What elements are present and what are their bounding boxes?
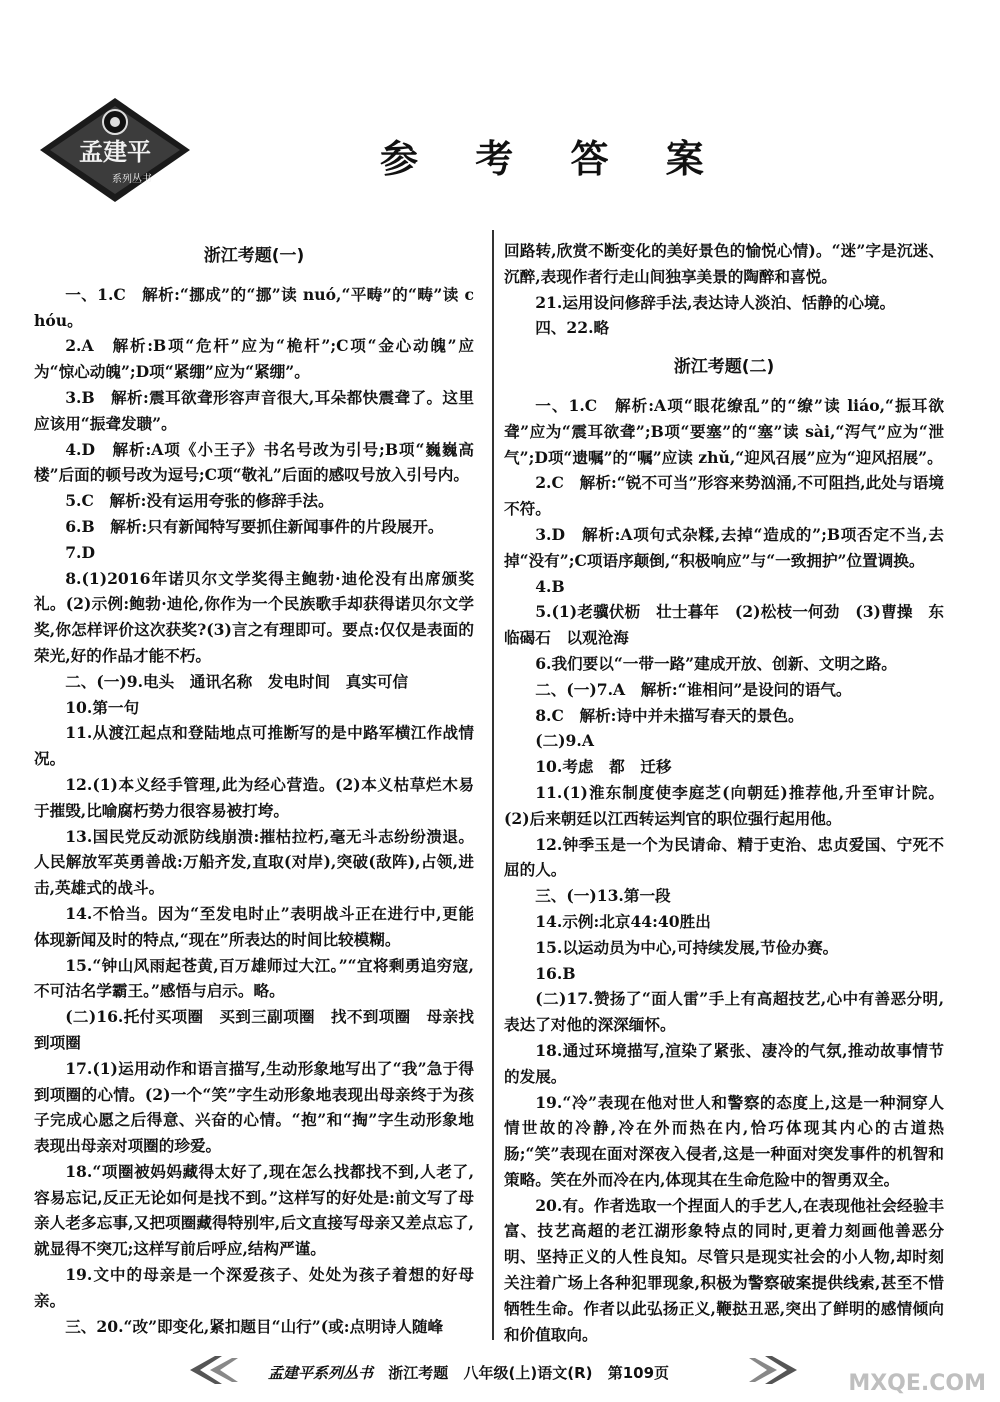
watermark: MXQE.COM	[848, 1371, 986, 1396]
logo-emblem-icon	[40, 94, 190, 206]
footer-series: 孟建平系列丛书	[268, 1364, 374, 1382]
publisher-logo	[40, 94, 190, 206]
answer-paragraph: 19.文中的母亲是一个深爱孩子、处处为孩子着想的好母亲。	[34, 1265, 474, 1310]
answer-paragraph: 15.以运动员为中心,可持续发展,节俭办赛。	[535, 937, 839, 957]
answer-paragraph: 一、1.C 解析:A项“眼花缭乱”的“缭”读 liáo,“振耳欲聋”应为“震耳欲聋”;B项“要塞”的“塞”读 sài,“泻气”应为“泄气”;D项“遗嘱”的“嘱”应读 zhǔ,“迎风召展”应为“迎风招展”。	[504, 395, 944, 467]
answer-paragraph: 16.B	[535, 963, 576, 983]
logo-brand-text: 孟建平	[79, 137, 151, 166]
answer-paragraph: 二、(一)9.电头 通讯名称 发电时间 真实可信	[65, 671, 409, 691]
section-title-zhejiang-1: 浙江考题(一)	[203, 246, 305, 266]
answer-paragraph: 回路转,欣赏不断变化的美好景色的愉悦心情)。“迷”字是沉迷、沉醉,表现作者行走山间独享美景的陶醉和喜悦。	[504, 241, 944, 286]
answer-paragraph: 12.(1)本义经手管理,此为经心营造。(2)本义枯草烂木易于摧毁,比喻腐朽势力很容易被打垮。	[34, 774, 474, 820]
answer-paragraph: 20.有。作者选取一个捏面人的手艺人,在表现他社会经验丰富、技艺高超的老江湖形象特点的同时,更着力刻画他善恶分明、坚持正义的人性良知。尽管只是现实社会的小人物,却时刻关注着广场上各种犯罪现象,积极为警察破案提供线索,甚至不惜牺牲生命。作者以此弘扬正义,鞭挞丑恶,突出了鲜明的感情倾向和价值取向。	[504, 1195, 944, 1344]
column-divider	[492, 230, 494, 1340]
answer-paragraph: 二、(一)7.A 解析:“谁相问”是设问的语气。	[535, 679, 852, 699]
answer-paragraph: 8.C 解析:诗中并未描写春天的景色。	[535, 705, 804, 725]
answer-paragraph: 一、1.C 解析:“挪成”的“挪”读 nuó,“平畴”的“畴”读 chóu。	[34, 284, 474, 330]
next-page-arrow-icon	[749, 1356, 797, 1384]
answer-paragraph: 12.钟季玉是一个为民请命、精于吏治、忠贞爱国、宁死不屈的人。	[504, 834, 944, 880]
answer-paragraph: (二)16.托付买项圈 买到三副项圈 找不到项圈 母亲找到项圈	[34, 1007, 474, 1052]
answer-paragraph: 10.考虑 都 迁移	[535, 757, 672, 777]
answer-paragraph: (二)9.A	[535, 731, 594, 751]
footer-text	[268, 1362, 679, 1383]
answer-paragraph: 10.第一句	[65, 697, 140, 717]
answer-paragraph: 7.D	[65, 542, 95, 562]
prev-page-arrow-icon	[190, 1356, 238, 1384]
answer-paragraph: 5.C 解析:没有运用夸张的修辞手法。	[65, 491, 334, 511]
answer-paragraph: 11.从渡江起点和登陆地点可推断写的是中路军横江作战情况。	[34, 723, 474, 769]
answer-paragraph: 17.(1)运用动作和语言描写,生动形象地写出了“我”急于得到项圈的心情。(2)一个“笑”字生动形象地表现出母亲终于为孩子完成心愿之后得意、兴奋的心情。“抱”和“掏”字生动形象地表现出母亲对项圈的珍爱。	[34, 1058, 474, 1156]
logo-subtitle-text: 系列丛书	[112, 174, 152, 185]
answer-paragraph: 4.D 解析:A项《小王子》书名号改为引号;B项“巍巍高楼”后面的顿号改为逗号;C项“敬礼”后面的感叹号放入引号内。	[34, 439, 474, 485]
answer-paragraph: 2.C 解析:“锐不可当”形容来势汹涌,不可阻挡,此处与语境不符。	[504, 473, 944, 519]
answer-paragraph: 2.A 解析:B项“危杆”应为“桅杆”;C项“金心动魄”应为“惊心动魄”;D项“紧绷”应为“紧绷”。	[34, 336, 474, 382]
footer-book: 浙江考题	[388, 1364, 449, 1382]
answer-paragraph: 8.(1)2016年诺贝尔文学奖得主鲍勃·迪伦没有出席颁奖礼。(2)示例:鲍勃·迪伦,你作为一个民族歌手却获得诺贝尔文学奖,你怎样评价这次获奖?(3)言之有理即可。要点:仅仅是表面的荣光,好的作品才能不朽。	[34, 568, 474, 665]
answer-paragraph: 18.“项圈被妈妈藏得太好了,现在怎么找都找不到,人老了,容易忘记,反正无论如何是找不到。”这样写的好处是:前文写了母亲人老多忘事,又把项圈藏得特别牢,后文直接写母亲又差点忘了,就显得不突兀;这样写前后呼应,结构严谨。	[34, 1161, 474, 1259]
answer-paragraph: 11.(1)淮东制度使李庭芝(向朝廷)推荐他,升至审计院。(2)后来朝廷以江西转运判官的职位强行起用他。	[504, 782, 944, 828]
answer-paragraph: 6.B 解析:只有新闻特写要抓住新闻事件的片段展开。	[65, 516, 444, 536]
footer-page-number: 第109页	[607, 1364, 670, 1382]
answer-paragraph: 3.D 解析:A项句式杂糅,去掉“造成的”;B项否定不当,去掉“没有”;C项语序颠倒,“积极响应”与“一致拥护”位置调换。	[504, 524, 944, 570]
answer-paragraph: 3.B 解析:震耳欲聋形容声音很大,耳朵都快震聋了。这里应该用“振聋发聩”。	[34, 387, 474, 433]
section-title-zhejiang-2: 浙江考题(二)	[673, 357, 775, 378]
answer-paragraph: 6.我们要以“一带一路”建成开放、创新、文明之路。	[535, 653, 897, 673]
answer-paragraph: 三、(一)13.第一段	[535, 886, 671, 906]
answer-paragraph: 19.“冷”表现在他对世人和警察的态度上,这是一种洞穿人情世故的冷静,冷在外而热在内,恰巧体现其内心的古道热肠;“笑”表现在面对深夜入侵者,这是一种面对突发事件的机智和策略。笑在外而冷在内,体现其在生命危险中的智勇双全。	[504, 1092, 944, 1189]
answer-paragraph: 14.不恰当。因为“至发电时止”表明战斗正在进行中,更能体现新闻及时的特点,“现在”所表达的时间比较模糊。	[34, 903, 474, 949]
answer-paragraph: 5.(1)老骥伏枥 壮士暮年 (2)松枝一何劲 (3)曹操 东临碣石 以观沧海	[504, 602, 944, 648]
answer-paragraph: 15.“钟山风雨起苍黄,百万雄师过大江。”“宜将剩勇追穷寇,不可沽名学霸王。”感悟与启示。略。	[34, 955, 474, 1001]
answer-paragraph: 13.国民党反动派防线崩溃:摧枯拉朽,毫无斗志纷纷溃退。人民解放军英勇善战:万船齐发,直取(对岸),突破(敌阵),占领,进击,英雄式的战斗。	[34, 826, 474, 898]
answer-paragraph: 4.B	[535, 576, 565, 596]
right-column	[504, 238, 944, 1347]
answer-paragraph: 21.运用设问修辞手法,表达诗人淡泊、恬静的心境。	[535, 292, 896, 312]
answer-paragraph: 18.通过环境描写,渲染了紧张、凄冷的气氛,推动故事情节的发展。	[504, 1040, 944, 1086]
answer-paragraph: 四、22.略	[535, 318, 610, 338]
answer-paragraph: 三、20.“改”即变化,紧扣题目“山行”(或:点明诗人随峰	[65, 1316, 444, 1336]
left-column	[34, 238, 474, 1339]
answer-paragraph: 14.示例:北京44:40胜出	[535, 911, 711, 931]
footer-grade: 八年级(上)语文(R)	[463, 1364, 593, 1382]
answer-paragraph: (二)17.赞扬了“面人雷”手上有高超技艺,心中有善恶分明,表达了对他的深深缅怀。	[504, 989, 944, 1035]
page-title: 参 考 答 案	[380, 137, 726, 181]
